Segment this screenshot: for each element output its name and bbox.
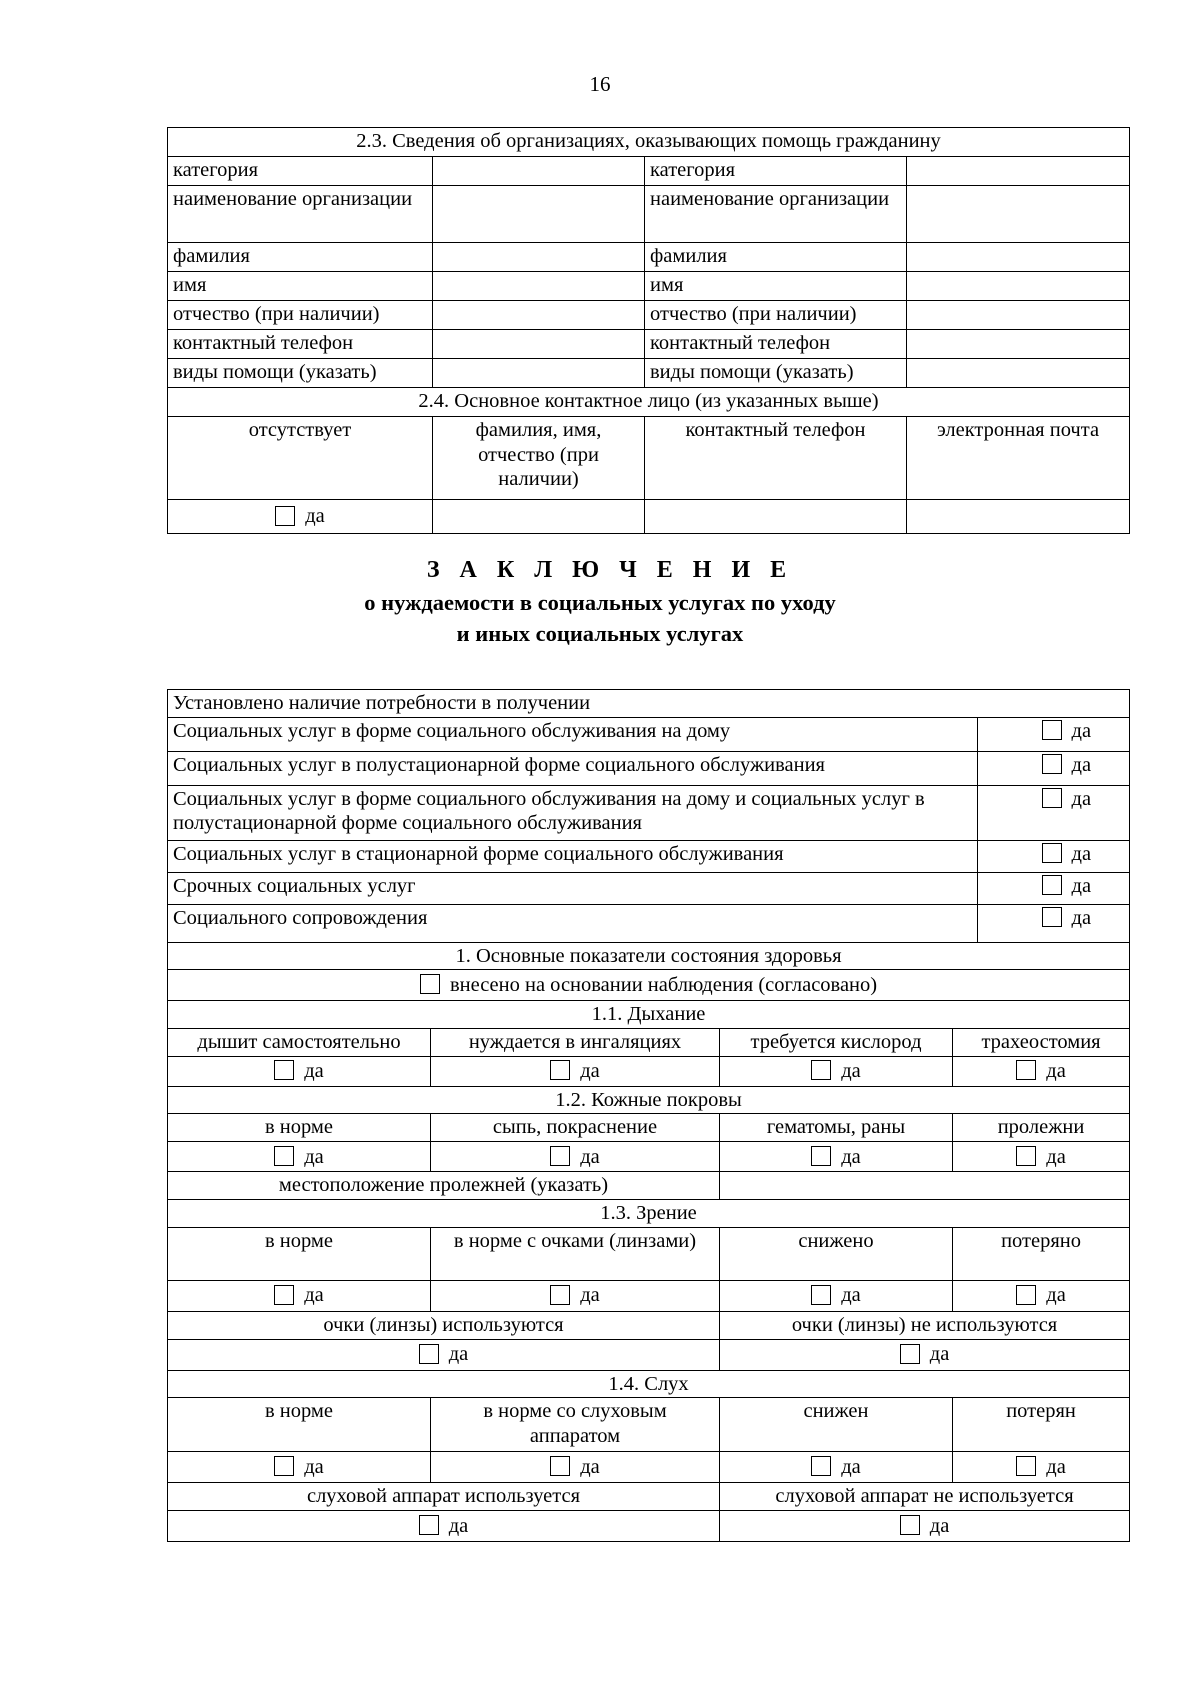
- breathing-oxygen-checkbox[interactable]: [811, 1060, 831, 1080]
- org2-firstname-label: имя: [645, 272, 907, 301]
- org1-firstname-label: имя: [168, 272, 433, 301]
- yes-label: да: [304, 1455, 324, 1478]
- org2-name-value[interactable]: [907, 186, 1130, 243]
- hearing-lost-cell: [953, 1452, 1130, 1483]
- observation-label: внесено на основании наблюдения (согласовано): [449, 973, 878, 996]
- org2-name-label: наименование организации: [645, 186, 907, 243]
- yes-label: да: [1071, 906, 1092, 929]
- aid-used-checkbox[interactable]: [419, 1515, 439, 1535]
- org1-help-label: виды помощи (указать): [168, 359, 433, 388]
- skin-rash-header: сыпь, покраснение: [431, 1114, 720, 1142]
- breathing-tracheostomy-checkbox[interactable]: [1016, 1060, 1036, 1080]
- org2-patronymic-value[interactable]: [907, 301, 1130, 330]
- org1-name-label: наименование организации: [168, 186, 433, 243]
- breathing-inhalation-checkbox[interactable]: [550, 1060, 570, 1080]
- org1-phone-label: контактный телефон: [168, 330, 433, 359]
- org1-phone-value[interactable]: [433, 330, 645, 359]
- skin-bedsores-header: пролежни: [953, 1114, 1130, 1142]
- contact-phone-header: контактный телефон: [645, 417, 907, 500]
- yes-label: да: [304, 1284, 324, 1307]
- contact-email-value[interactable]: [907, 500, 1130, 534]
- skin-wounds-header: гематомы, раны: [720, 1114, 953, 1142]
- vision-normal-header: в норме: [168, 1227, 431, 1280]
- vision-lost-checkbox[interactable]: [1016, 1285, 1036, 1305]
- breathing-self-header: дышит самостоятельно: [168, 1028, 431, 1056]
- aid-not-used-header: слуховой аппарат не используется: [720, 1483, 1130, 1511]
- need-stationary-checkbox[interactable]: [1042, 843, 1062, 863]
- yes-label: да: [448, 1343, 469, 1366]
- yes-label: да: [841, 1455, 861, 1478]
- yes-label: да: [580, 1455, 600, 1478]
- yes-label: да: [448, 1514, 469, 1537]
- contact-absent-yes-label: да: [305, 505, 325, 528]
- yes-label: да: [1046, 1059, 1066, 1082]
- needs-header: Установлено наличие потребности в получении: [168, 690, 1130, 718]
- hearing-normal-header: в норме: [168, 1398, 431, 1452]
- need-home-and-semistationary-cell: [978, 785, 1130, 840]
- hearing-aid-cell: [431, 1452, 720, 1483]
- hearing-lost-checkbox[interactable]: [1016, 1456, 1036, 1476]
- aid-not-used-checkbox[interactable]: [900, 1515, 920, 1535]
- yes-label: да: [841, 1284, 861, 1307]
- breathing-self-cell: [168, 1056, 431, 1086]
- org2-help-label: виды помощи (указать): [645, 359, 907, 388]
- vision-glasses-cell: [431, 1280, 720, 1311]
- conclusion-table: [167, 689, 1130, 1542]
- breathing-tracheostomy-header: трахеостомия: [953, 1028, 1130, 1056]
- need-home-label: Социальных услуг в форме социального обслуживания на дому: [168, 717, 978, 751]
- org1-patronymic-label: отчество (при наличии): [168, 301, 433, 330]
- org1-help-value[interactable]: [433, 359, 645, 388]
- yes-label: да: [304, 1145, 324, 1168]
- section-2-3-title: 2.3. Сведения об организациях, оказывающих помощь гражданину: [168, 128, 1130, 157]
- org1-firstname-value[interactable]: [433, 272, 645, 301]
- glasses-used-checkbox[interactable]: [419, 1344, 439, 1364]
- vision-glasses-checkbox[interactable]: [550, 1285, 570, 1305]
- bedsore-location-value[interactable]: [720, 1172, 1130, 1200]
- need-urgent-label: Срочных социальных услуг: [168, 872, 978, 904]
- need-urgent-checkbox[interactable]: [1042, 875, 1062, 895]
- org1-category-value[interactable]: [433, 157, 645, 186]
- conclusion-subtitle-1: о нуждаемости в социальных услугах по уходу: [364, 589, 836, 615]
- vision-reduced-header: снижено: [720, 1227, 953, 1280]
- conclusion-subtitle-2: и иных социальных услугах: [456, 620, 744, 646]
- skin-rash-cell: [431, 1142, 720, 1172]
- hearing-aid-checkbox[interactable]: [550, 1456, 570, 1476]
- skin-normal-checkbox[interactable]: [274, 1146, 294, 1166]
- vision-glasses-header: в норме с очками (линзами): [431, 1227, 720, 1280]
- breathing-oxygen-cell: [720, 1056, 953, 1086]
- need-home-and-semistationary-label: Социальных услуг в форме социального обслуживания на дому и социальных услуг в полустационарной форме социального обслуживания: [168, 785, 978, 840]
- org1-category-label: категория: [168, 157, 433, 186]
- hearing-normal-cell: [168, 1452, 431, 1483]
- yes-label: да: [1046, 1455, 1066, 1478]
- contact-absent-cell: [168, 500, 433, 534]
- need-home-cell: [978, 717, 1130, 751]
- yes-label: да: [1071, 842, 1092, 865]
- org2-patronymic-label: отчество (при наличии): [645, 301, 907, 330]
- yes-label: да: [841, 1145, 861, 1168]
- health-title: 1. Основные показатели состояния здоровья: [168, 942, 1130, 970]
- bedsore-location-label: местоположение пролежней (указать): [168, 1172, 720, 1200]
- org2-help-value[interactable]: [907, 359, 1130, 388]
- aid-used-header: слуховой аппарат используется: [168, 1483, 720, 1511]
- hearing-reduced-header: снижен: [720, 1398, 953, 1452]
- org2-category-value[interactable]: [907, 157, 1130, 186]
- skin-normal-header: в норме: [168, 1114, 431, 1142]
- vision-normal-checkbox[interactable]: [274, 1285, 294, 1305]
- section-2-4-title: 2.4. Основное контактное лицо (из указанных выше): [168, 388, 1130, 417]
- conclusion-title-block: [0, 556, 1200, 647]
- vision-reduced-cell: [720, 1280, 953, 1311]
- hearing-reduced-checkbox[interactable]: [811, 1456, 831, 1476]
- skin-wounds-cell: [720, 1142, 953, 1172]
- contact-email-header: электронная почта: [907, 417, 1130, 500]
- contact-name-value[interactable]: [433, 500, 645, 534]
- need-semistationary-cell: [978, 751, 1130, 785]
- yes-label: да: [1071, 874, 1092, 897]
- yes-label: да: [1071, 753, 1092, 776]
- org2-phone-label: контактный телефон: [645, 330, 907, 359]
- skin-wounds-checkbox[interactable]: [811, 1146, 831, 1166]
- breathing-title: 1.1. Дыхание: [168, 1001, 1130, 1029]
- skin-normal-cell: [168, 1142, 431, 1172]
- hearing-reduced-cell: [720, 1452, 953, 1483]
- observation-row: [168, 970, 1130, 1001]
- yes-label: да: [580, 1284, 600, 1307]
- org2-phone-value[interactable]: [907, 330, 1130, 359]
- organizations-table: [167, 127, 1130, 534]
- page-number: 16: [589, 72, 611, 96]
- skin-bedsores-cell: [953, 1142, 1130, 1172]
- org2-category-label: категория: [645, 157, 907, 186]
- yes-label: да: [580, 1145, 600, 1168]
- glasses-not-used-cell: [720, 1339, 1130, 1370]
- need-support-label: Социального сопровождения: [168, 904, 978, 942]
- contact-phone-value[interactable]: [645, 500, 907, 534]
- contact-name-header: фамилия, имя, отчество (при наличии): [433, 417, 645, 500]
- skin-title: 1.2. Кожные покровы: [168, 1086, 1130, 1114]
- need-semistationary-label: Социальных услуг в полустационарной форме социального обслуживания: [168, 751, 978, 785]
- org1-surname-value[interactable]: [433, 243, 645, 272]
- yes-label: да: [1071, 719, 1092, 742]
- vision-lost-header: потеряно: [953, 1227, 1130, 1280]
- yes-label: да: [304, 1059, 324, 1082]
- yes-label: да: [1071, 787, 1092, 810]
- hearing-normal-checkbox[interactable]: [274, 1456, 294, 1476]
- org1-name-value[interactable]: [433, 186, 645, 243]
- need-support-checkbox[interactable]: [1042, 907, 1062, 927]
- skin-rash-checkbox[interactable]: [550, 1146, 570, 1166]
- conclusion-title: З А К Л Ю Ч Е Н И Е: [426, 557, 794, 583]
- need-stationary-label: Социальных услуг в стационарной форме социального обслуживания: [168, 840, 978, 872]
- aid-used-cell: [168, 1511, 720, 1542]
- org2-surname-value[interactable]: [907, 243, 1130, 272]
- breathing-inhalation-header: нуждается в ингаляциях: [431, 1028, 720, 1056]
- vision-normal-cell: [168, 1280, 431, 1311]
- contact-absent-checkbox[interactable]: [275, 506, 295, 526]
- org2-firstname-value[interactable]: [907, 272, 1130, 301]
- yes-label: да: [1046, 1145, 1066, 1168]
- contact-absent-header: отсутствует: [168, 417, 433, 500]
- yes-label: да: [841, 1059, 861, 1082]
- vision-reduced-checkbox[interactable]: [811, 1285, 831, 1305]
- yes-label: да: [929, 1343, 950, 1366]
- yes-label: да: [1046, 1284, 1066, 1307]
- org1-patronymic-value[interactable]: [433, 301, 645, 330]
- glasses-used-header: очки (линзы) используются: [168, 1311, 720, 1339]
- aid-not-used-cell: [720, 1511, 1130, 1542]
- org1-surname-label: фамилия: [168, 243, 433, 272]
- hearing-title: 1.4. Слух: [168, 1370, 1130, 1398]
- need-stationary-cell: [978, 840, 1130, 872]
- glasses-not-used-header: очки (линзы) не используются: [720, 1311, 1130, 1339]
- observation-checkbox[interactable]: [420, 974, 440, 994]
- vision-title: 1.3. Зрение: [168, 1199, 1130, 1227]
- breathing-inhalation-cell: [431, 1056, 720, 1086]
- need-semistationary-checkbox[interactable]: [1042, 754, 1062, 774]
- yes-label: да: [580, 1059, 600, 1082]
- need-home-checkbox[interactable]: [1042, 720, 1062, 740]
- breathing-tracheostomy-cell: [953, 1056, 1130, 1086]
- need-support-cell: [978, 904, 1130, 942]
- need-home-and-semistationary-checkbox[interactable]: [1042, 788, 1062, 808]
- org2-surname-label: фамилия: [645, 243, 907, 272]
- glasses-used-cell: [168, 1339, 720, 1370]
- breathing-oxygen-header: требуется кислород: [720, 1028, 953, 1056]
- hearing-aid-header: в норме со слуховым аппаратом: [431, 1398, 720, 1452]
- breathing-self-checkbox[interactable]: [274, 1060, 294, 1080]
- glasses-not-used-checkbox[interactable]: [900, 1344, 920, 1364]
- hearing-lost-header: потерян: [953, 1398, 1130, 1452]
- yes-label: да: [929, 1514, 950, 1537]
- need-urgent-cell: [978, 872, 1130, 904]
- skin-bedsores-checkbox[interactable]: [1016, 1146, 1036, 1166]
- vision-lost-cell: [953, 1280, 1130, 1311]
